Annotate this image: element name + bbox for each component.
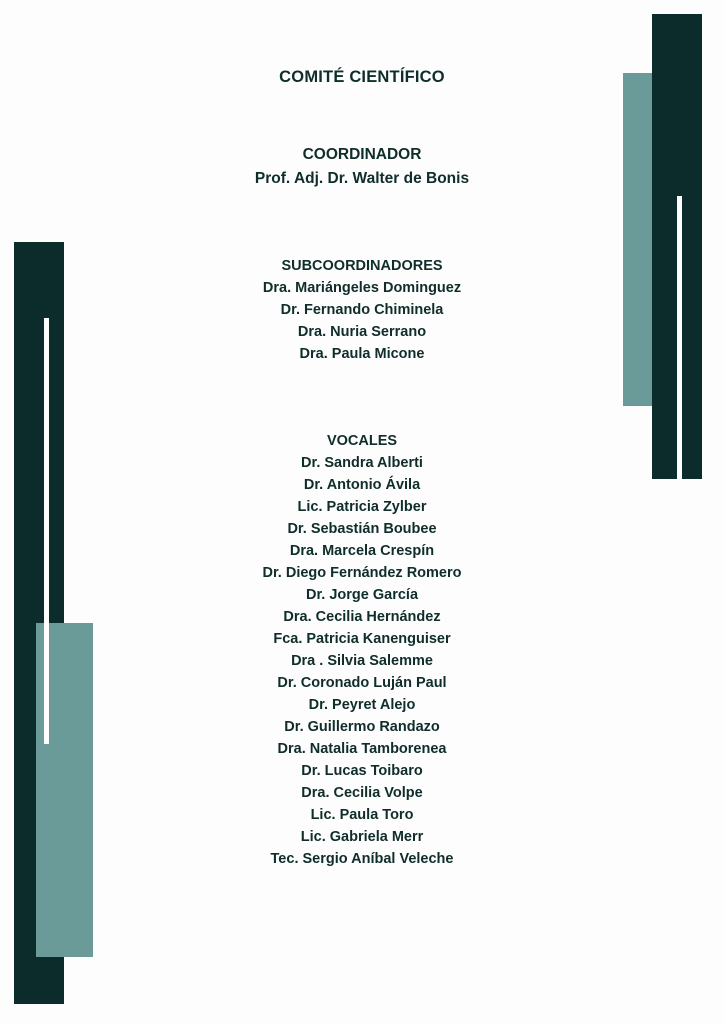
vocal-name: Dra . Silvia Salemme bbox=[291, 653, 433, 669]
vocal-name: Dra. Marcela Crespín bbox=[289, 543, 435, 559]
vocales-section bbox=[0, 430, 724, 870]
vocal-name: Dr. Antonio Ávila bbox=[303, 477, 421, 493]
vocal-name: Dr. Coronado Luján Paul bbox=[277, 675, 447, 691]
coordinador-heading: COORDINADOR bbox=[302, 146, 422, 163]
vocal-name: Dra. Natalia Tamborenea bbox=[277, 741, 447, 757]
vocal-name: Dra. Cecilia Volpe bbox=[301, 785, 423, 801]
coordinador-name: Prof. Adj. Dr. Walter de Bonis bbox=[254, 170, 470, 187]
vocal-name: Dr. Peyret Alejo bbox=[308, 697, 416, 713]
vocal-name: Lic. Gabriela Merr bbox=[300, 829, 424, 845]
subcoordinadores-heading: SUBCOORDINADORES bbox=[281, 258, 443, 274]
page-title: COMITÉ CIENTÍFICO bbox=[279, 68, 445, 86]
subcoordinador-name: Dr. Fernando Chiminela bbox=[280, 302, 444, 318]
vocal-name: Lic. Paula Toro bbox=[310, 807, 414, 823]
vocal-name: Dr. Guillermo Randazo bbox=[284, 719, 440, 735]
vocal-name: Dr. Jorge García bbox=[305, 587, 419, 603]
vocales-heading: VOCALES bbox=[326, 433, 398, 449]
subcoordinadores-section bbox=[0, 255, 724, 365]
coordinador-section bbox=[0, 143, 724, 191]
vocal-name: Lic. Patricia Zylber bbox=[297, 499, 427, 515]
vocal-name: Dr. Sandra Alberti bbox=[301, 455, 423, 471]
subcoordinador-name: Dra. Nuria Serrano bbox=[297, 324, 427, 340]
vocal-name: Dr. Lucas Toibaro bbox=[301, 763, 423, 779]
vocal-name: Dra. Cecilia Hernández bbox=[283, 609, 441, 625]
subcoordinador-name: Dra. Mariángeles Dominguez bbox=[262, 280, 462, 296]
vocal-name: Tec. Sergio Aníbal Veleche bbox=[270, 851, 454, 867]
vocal-name: Dr. Sebastián Boubee bbox=[287, 521, 437, 537]
vocal-name: Fca. Patricia Kanenguiser bbox=[273, 631, 451, 647]
vocal-name: Dr. Diego Fernández Romero bbox=[262, 565, 462, 581]
subcoordinador-name: Dra. Paula Micone bbox=[299, 346, 425, 362]
